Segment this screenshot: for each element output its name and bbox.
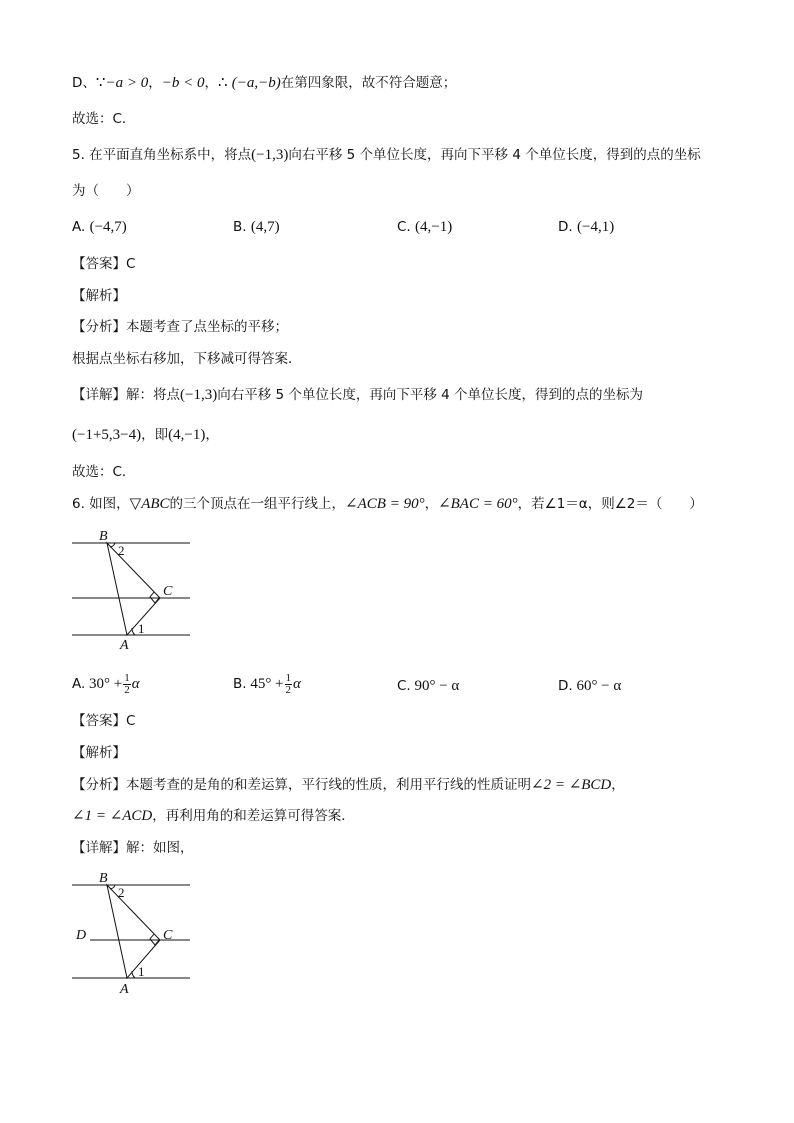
- q5-option-a-letter: A.: [72, 219, 86, 235]
- q5-stem-line1: [72, 145, 701, 165]
- q6-option-b-fraction: [285, 673, 293, 696]
- q4-d-tail: 在第四象限，故不符合题意；: [280, 75, 457, 91]
- q5-calc: (−1+5,3−4): [72, 427, 142, 443]
- q4-therefore-symbol: ∴: [217, 75, 228, 91]
- q6-fenxi-eq2: ∠1 = ∠ACD: [72, 808, 153, 824]
- q5-detail-point: (−1,3): [180, 387, 218, 403]
- q6-stem-a: 6. 如图，: [72, 496, 130, 512]
- q6-option-b-letter: B.: [233, 676, 247, 692]
- q6-sep-1: ，: [424, 496, 439, 512]
- q5-option-d[interactable]: [558, 216, 614, 238]
- q5-answer-line: [72, 254, 135, 274]
- q6-answer-line: [72, 711, 135, 731]
- q6-option-a-fraction: [123, 673, 131, 696]
- q4-point: (−a,−b): [231, 75, 281, 91]
- q6-triangle: ▽ABC: [129, 496, 170, 512]
- q6-answer-tag: 【答案】: [72, 713, 126, 729]
- q6-fenxi-eq1: ∠2 = ∠BCD: [531, 777, 612, 793]
- label-b-2: B: [99, 871, 108, 886]
- q6-fenxi: 本题考查的是角的和差运算，平行线的性质，利用平行线的性质证明: [126, 777, 531, 793]
- q6-cond-bac: ∠BAC = 60°: [438, 496, 518, 512]
- q5-detail-tag: 【详解】: [72, 387, 126, 403]
- q6-fenxi-tail: ，再利用角的和差运算可得答案．: [152, 808, 355, 824]
- q6-option-c-letter: C.: [397, 678, 411, 694]
- q4-expr-neg-a: −a > 0: [105, 75, 149, 91]
- q5-option-a-value: (−4,7): [89, 219, 127, 235]
- q6-option-a[interactable]: [72, 673, 140, 696]
- q5-fenxi2: 根据点坐标右移加，下移减可得答案．: [72, 351, 302, 367]
- q6-fenxi-tag: 【分析】: [72, 777, 126, 793]
- q5-answer: C: [126, 256, 136, 272]
- q5-stem-b: 向右平移 5 个单位长度，再向下平移 4 个单位长度，得到的点的坐标: [288, 147, 701, 163]
- q5-option-b[interactable]: [233, 216, 280, 238]
- q6-option-a-letter: A.: [72, 676, 86, 692]
- q4-sep-1: ，: [148, 75, 162, 91]
- q6-stem-b: 的三个顶点在一组平行线上，: [169, 496, 346, 512]
- label-2: 2: [118, 543, 125, 558]
- label-b: B: [99, 529, 108, 544]
- q5-option-c-value: (4,−1): [415, 219, 453, 235]
- q5-stem-c: 为（ ）: [72, 183, 140, 199]
- q4-d-prefix: D、: [72, 75, 96, 91]
- q5-fenxi-tag: 【分析】: [72, 319, 126, 335]
- label-a-2: A: [120, 982, 129, 997]
- q6-option-b-pre: 45° +: [250, 676, 284, 692]
- q5-option-d-letter: D.: [558, 219, 573, 235]
- q6-option-d[interactable]: [558, 675, 621, 697]
- q5-stem-point: (−1,3): [251, 147, 289, 163]
- q5-calc-end: ，: [205, 427, 219, 443]
- q5-option-b-value: (4,7): [250, 219, 280, 235]
- label-d: D: [76, 928, 87, 943]
- q6-detail: 解：如图，: [126, 840, 194, 856]
- q6-detail-line: [72, 838, 194, 858]
- q5-calc-line: [72, 425, 219, 445]
- angle-1-arc: [132, 628, 135, 635]
- q6-option-b-den: 2: [285, 684, 292, 697]
- q6-option-a-post: α: [131, 676, 140, 692]
- label-2-2: 2: [118, 885, 125, 900]
- q6-fenxi-line2: [72, 806, 355, 826]
- q5-answer-tag: 【答案】: [72, 256, 126, 272]
- q5-fenxi: 本题考查了点坐标的平移；: [126, 319, 288, 335]
- q5-option-c-letter: C.: [397, 219, 411, 235]
- angle-1-arc-2: [132, 971, 135, 978]
- q4-option-d-line: [72, 73, 456, 93]
- q5-choose: 故选：C．: [72, 464, 136, 480]
- label-c-2: C: [163, 928, 173, 943]
- q6-option-b-post: α: [293, 676, 301, 692]
- label-1: 1: [138, 621, 145, 636]
- q6-stem-line: [72, 494, 703, 514]
- q5-fenxi-line: [72, 317, 288, 337]
- triangle-abc-2: [107, 885, 160, 978]
- triangle-abc: [107, 543, 160, 635]
- q6-option-b[interactable]: [233, 673, 301, 696]
- q6-analysis-tag: 【解析】: [72, 745, 126, 761]
- q6-figure: [70, 525, 195, 655]
- q6-option-c[interactable]: [397, 675, 459, 697]
- q4-expr-neg-b: −b < 0: [161, 75, 205, 91]
- q6-cond-acb: ∠ACB = 90°: [345, 496, 425, 512]
- q4-choose: 故选：C．: [72, 111, 136, 127]
- q5-detail-a: 解：将点: [126, 387, 180, 403]
- q5-analysis-tag: 【解析】: [72, 288, 126, 304]
- q6-option-a-pre: 30° +: [89, 676, 123, 692]
- q6-detail-figure: [70, 867, 195, 997]
- q5-option-b-letter: B.: [233, 219, 247, 235]
- q5-option-a[interactable]: [72, 216, 127, 238]
- q5-calc-mid: ，即: [141, 427, 169, 443]
- q5-calc-result: (4,−1): [168, 427, 206, 443]
- q6-option-d-letter: D.: [558, 678, 573, 694]
- label-a: A: [120, 638, 129, 653]
- q5-option-d-value: (−4,1): [576, 219, 615, 235]
- label-c: C: [163, 584, 173, 599]
- q5-stem-a: 5. 在平面直角坐标系中，将点: [72, 147, 252, 163]
- q6-option-a-num: 1: [124, 672, 130, 685]
- q6-option-c-value: 90° − α: [414, 678, 460, 694]
- q4-because-symbol: ∵: [95, 75, 106, 91]
- q6-option-d-value: 60° − α: [576, 678, 622, 694]
- q6-option-a-den: 2: [124, 684, 130, 697]
- q4-sep-2: ，: [204, 75, 218, 91]
- q5-detail-b: 向右平移 5 个单位长度，再向下平移 4 个单位长度，得到的点的坐标为: [217, 387, 644, 403]
- q6-stem-c: ，若∠1＝α，则∠2＝（ ）: [517, 496, 703, 512]
- q5-detail-line: [72, 385, 643, 405]
- q6-fenxi-sep: ，: [611, 777, 625, 793]
- label-1-2: 1: [138, 964, 145, 979]
- angle-2-arc-2: [110, 885, 115, 889]
- angle-2-arc: [110, 543, 115, 547]
- q6-fenxi-line: [72, 775, 625, 795]
- q6-detail-tag: 【详解】: [72, 840, 126, 856]
- q6-answer: C: [126, 713, 136, 729]
- q5-option-c[interactable]: [397, 216, 452, 238]
- q6-option-b-num: 1: [285, 672, 292, 685]
